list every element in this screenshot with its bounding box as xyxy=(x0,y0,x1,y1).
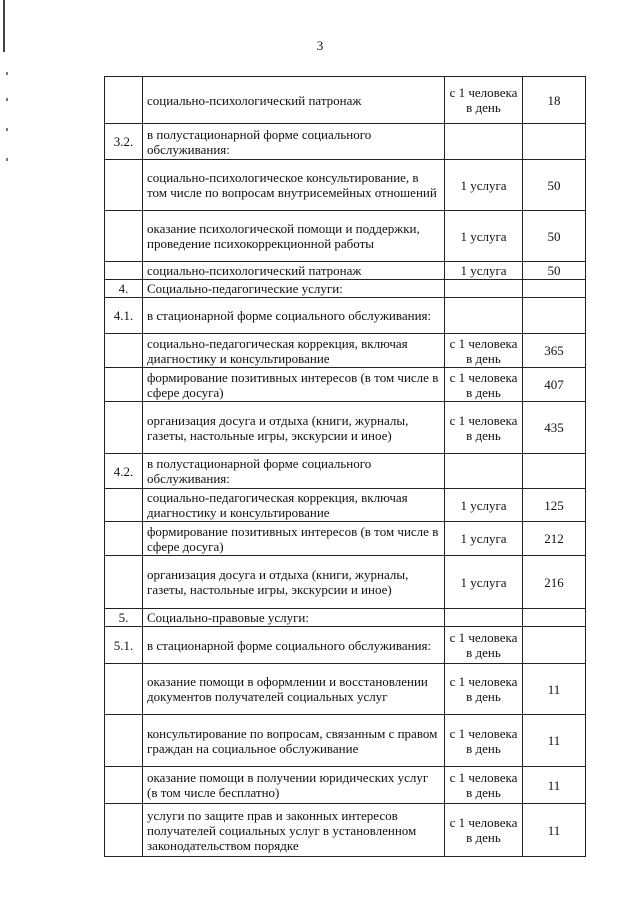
table-row xyxy=(105,767,586,804)
row-number xyxy=(105,664,143,715)
unit-of-measure: 1 услуга xyxy=(445,211,523,262)
row-number: 5.1. xyxy=(105,627,143,664)
service-name: в стационарной форме социального обслуживания: xyxy=(143,298,445,334)
price: 212 xyxy=(523,522,586,556)
price xyxy=(523,280,586,298)
price: 50 xyxy=(523,211,586,262)
unit-of-measure: 1 услуга xyxy=(445,556,523,609)
price: 407 xyxy=(523,368,586,402)
price xyxy=(523,454,586,489)
price xyxy=(523,627,586,664)
price: 11 xyxy=(523,715,586,767)
table-row xyxy=(105,124,586,160)
price: 50 xyxy=(523,262,586,280)
unit-of-measure: с 1 человека в день xyxy=(445,804,523,857)
scan-dot xyxy=(6,98,8,101)
price: 11 xyxy=(523,664,586,715)
scan-dot xyxy=(6,128,8,131)
price xyxy=(523,609,586,627)
table-row xyxy=(105,489,586,522)
unit-of-measure: 1 услуга xyxy=(445,522,523,556)
service-name: организация досуга и отдыха (книги, журналы, газеты, настольные игры, экскурсии и иное) xyxy=(143,402,445,454)
table-row xyxy=(105,298,586,334)
services-table xyxy=(104,76,586,857)
page-number: 3 xyxy=(316,38,324,53)
service-name: социально-психологический патронаж xyxy=(143,262,445,280)
unit-of-measure: с 1 человека в день xyxy=(445,77,523,124)
table-row xyxy=(105,262,586,280)
row-number xyxy=(105,77,143,124)
service-name: в полустационарной форме социального обслуживания: xyxy=(143,124,445,160)
service-name: социально-педагогическая коррекция, включая диагностику и консультирование xyxy=(143,489,445,522)
section-title: Социально-правовые услуги: xyxy=(143,609,445,627)
service-name: оказание психологической помощи и поддержки, проведение психокоррекционной работы xyxy=(143,211,445,262)
price: 435 xyxy=(523,402,586,454)
table-row xyxy=(105,160,586,211)
price: 216 xyxy=(523,556,586,609)
service-name: консультирование по вопросам, связанным с правом граждан на социальное обслуживание xyxy=(143,715,445,767)
unit-of-measure: с 1 человека в день xyxy=(445,368,523,402)
table-row xyxy=(105,334,586,368)
table-row xyxy=(105,627,586,664)
unit-of-measure: 1 услуга xyxy=(445,489,523,522)
scan-dot xyxy=(6,158,8,161)
service-name: социально-педагогическая коррекция, включая диагностику и консультирование xyxy=(143,334,445,368)
unit-of-measure: с 1 человека в день xyxy=(445,334,523,368)
section-title: Социально-педагогические услуги: xyxy=(143,280,445,298)
price xyxy=(523,124,586,160)
unit-of-measure xyxy=(445,609,523,627)
table-row xyxy=(105,664,586,715)
row-number xyxy=(105,160,143,211)
unit-of-measure: 1 услуга xyxy=(445,262,523,280)
unit-of-measure xyxy=(445,280,523,298)
table-row xyxy=(105,804,586,857)
row-number xyxy=(105,715,143,767)
row-number: 4. xyxy=(105,280,143,298)
unit-of-measure xyxy=(445,298,523,334)
scan-dot xyxy=(6,72,8,75)
row-number xyxy=(105,767,143,804)
row-number xyxy=(105,522,143,556)
row-number xyxy=(105,211,143,262)
unit-of-measure: с 1 человека в день xyxy=(445,664,523,715)
service-name: организация досуга и отдыха (книги, журналы, газеты, настольные игры, экскурсии и иное) xyxy=(143,556,445,609)
scan-edge-mark xyxy=(3,0,5,52)
service-name: формирование позитивных интересов (в том числе в сфере досуга) xyxy=(143,522,445,556)
unit-of-measure: с 1 человека в день xyxy=(445,715,523,767)
table-row xyxy=(105,454,586,489)
unit-of-measure: 1 услуга xyxy=(445,160,523,211)
price: 365 xyxy=(523,334,586,368)
row-number: 3.2. xyxy=(105,124,143,160)
row-number: 4.1. xyxy=(105,298,143,334)
price: 50 xyxy=(523,160,586,211)
table-row xyxy=(105,211,586,262)
service-name: оказание помощи в получении юридических услуг (в том числе бесплатно) xyxy=(143,767,445,804)
row-number xyxy=(105,489,143,522)
unit-of-measure: с 1 человека в день xyxy=(445,767,523,804)
service-name: социально-психологическое консультирование, в том числе по вопросам внутрисемейных отношений xyxy=(143,160,445,211)
price: 125 xyxy=(523,489,586,522)
row-number: 4.2. xyxy=(105,454,143,489)
table-row xyxy=(105,556,586,609)
price xyxy=(523,298,586,334)
unit-of-measure xyxy=(445,124,523,160)
row-number xyxy=(105,368,143,402)
table-row xyxy=(105,715,586,767)
service-name: в полустационарной форме социального обслуживания: xyxy=(143,454,445,489)
row-number xyxy=(105,556,143,609)
row-number: 5. xyxy=(105,609,143,627)
table-row xyxy=(105,609,586,627)
price: 11 xyxy=(523,804,586,857)
unit-of-measure: с 1 человека в день xyxy=(445,402,523,454)
service-name: оказание помощи в оформлении и восстановлении документов получателей социальных услуг xyxy=(143,664,445,715)
table-row xyxy=(105,280,586,298)
unit-of-measure xyxy=(445,454,523,489)
row-number xyxy=(105,334,143,368)
row-number xyxy=(105,262,143,280)
row-number xyxy=(105,402,143,454)
service-name: формирование позитивных интересов (в том числе в сфере досуга) xyxy=(143,368,445,402)
price: 11 xyxy=(523,767,586,804)
service-name: услуги по защите прав и законных интересов получателей социальных услуг в установленном законодательством порядке xyxy=(143,804,445,857)
table-row xyxy=(105,368,586,402)
unit-of-measure: с 1 человека в день xyxy=(445,627,523,664)
table-row xyxy=(105,402,586,454)
price: 18 xyxy=(523,77,586,124)
service-name: социально-психологический патронаж xyxy=(143,77,445,124)
row-number xyxy=(105,804,143,857)
table-row xyxy=(105,77,586,124)
service-name: в стационарной форме социального обслуживания: xyxy=(143,627,445,664)
table-row xyxy=(105,522,586,556)
